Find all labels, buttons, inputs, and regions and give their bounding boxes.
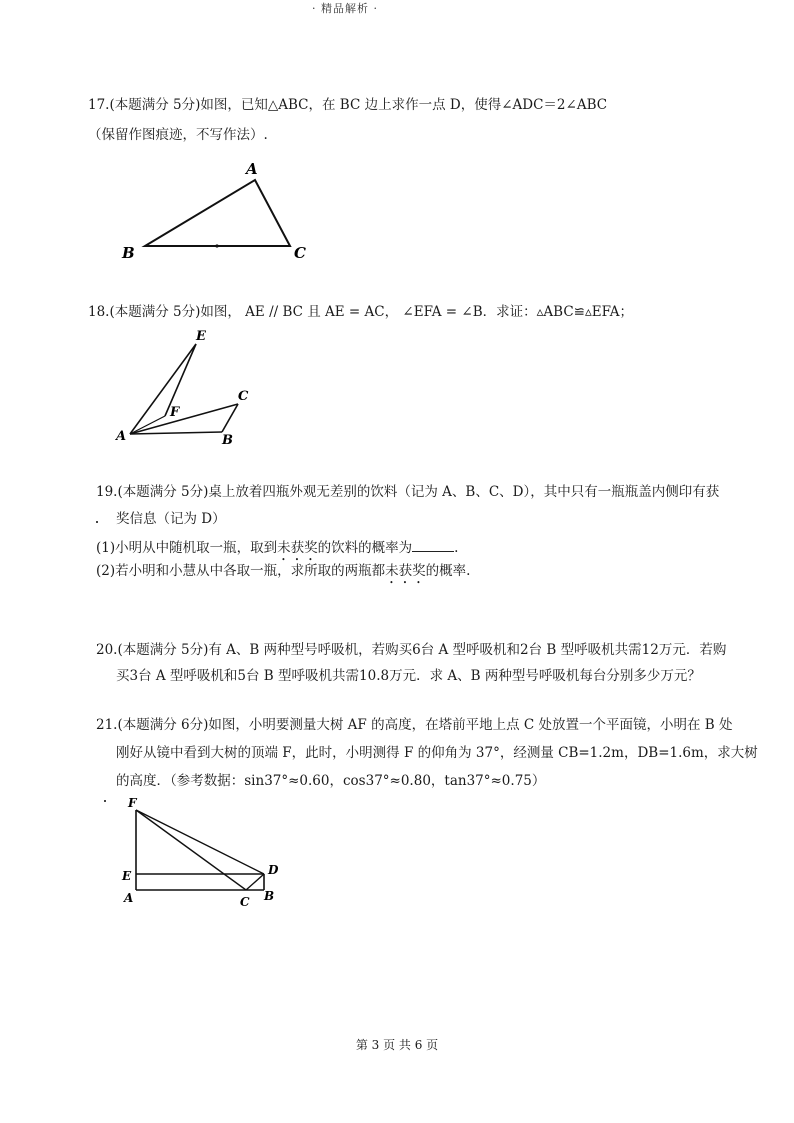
q17-triangle — [145, 180, 290, 246]
q19-sub1-end: . — [454, 540, 459, 556]
q18-label-a: A — [116, 429, 127, 444]
q21-ray-fd — [136, 810, 264, 874]
q21-label-a: A — [124, 891, 134, 905]
q17-label-c: C — [294, 244, 306, 262]
q17-line1: 17.(本题满分 5分)如图，已知△ABC，在 BC 边上求作一点 D，使得∠ADC＝2∠ABC — [88, 97, 608, 113]
q18-segment-ac — [130, 404, 238, 434]
q19-sub2-pre: (2)若小明和小慧从中各取一瓶，求所取的两瓶都 — [96, 563, 386, 579]
q19-sub1 — [96, 537, 458, 564]
q21-figure — [118, 796, 288, 916]
q17-label-b: B — [122, 244, 135, 262]
q18-segment-ae — [130, 344, 196, 434]
q19-sub1-dotted: 未获奖 — [277, 540, 318, 556]
q21-line1: 21.(本题满分 6分)如图，小明要测量大树 AF 的高度，在塔前平地上点 C 处放置一个平面镜，小明在 B 处 — [96, 717, 733, 733]
q19-sub2 — [96, 562, 470, 587]
q18-figure — [110, 324, 270, 454]
scan-speck — [104, 800, 106, 802]
q21-line3: 的高度．（参考数据：sin37°≈0.60，cos37°≈0.80，tan37°≈0.75） — [116, 773, 546, 789]
q19-line1: 19.(本题满分 5分)桌上放着四瓶外观无差别的饮料（记为 A、B、C、D），其中只有一瓶瓶盖内侧印有获 — [96, 484, 720, 500]
q17-midpoint-mark — [215, 244, 218, 247]
q20-line1: 20.(本题满分 5分)有 A、B 两种型号呼吸机，若购买6台 A 型呼吸机和2台 B 型呼吸机共需12万元．若购 — [96, 642, 727, 658]
q21-label-c: C — [240, 895, 250, 909]
q18-label-c: C — [238, 389, 249, 404]
q19-sub2-dotted: 未获奖 — [385, 563, 426, 579]
q21-label-f: F — [128, 796, 137, 810]
q21-label-d: D — [268, 863, 279, 877]
q17-figure — [110, 158, 330, 272]
q19-sub1-pre: (1)小明从中随机取一瓶，取到 — [96, 540, 278, 556]
q18-label-f: F — [170, 405, 180, 420]
q19-answer-blank[interactable] — [412, 537, 454, 552]
q18-label-b: B — [222, 433, 233, 448]
q21-ray-cd — [246, 874, 264, 890]
q18-segment-ab — [130, 432, 222, 434]
scan-speck — [96, 521, 98, 523]
page-number: 第 3 页 共 6 页 — [355, 1038, 439, 1052]
q19-line2: 奖信息（记为 D） — [116, 511, 226, 527]
q18-line1: 18.(本题满分 5分)如图， AE // BC 且 AE = AC， ∠EFA = ∠B．求证：▵ABC≌▵EFA； — [88, 304, 634, 320]
q20-line2: 买3台 A 型呼吸机和5台 B 型呼吸机共需10.8万元．求 A、B 两种型号呼吸机每台分别多少万元？ — [116, 668, 701, 684]
q21-label-e: E — [122, 869, 132, 883]
q21-ray-fc — [136, 810, 246, 890]
q21-label-b: B — [264, 889, 275, 903]
q17-label-a: A — [246, 160, 258, 178]
q21-line2: 刚好从镜中看到大树的顶端 F，此时，小明测得 F 的仰角为 37°，经测量 CB=1.2m，DB=1.6m，求大树 — [116, 745, 758, 761]
q18-label-e: E — [196, 329, 206, 344]
q17-line2: （保留作图痕迹，不写作法）. — [88, 127, 268, 143]
q19-sub2-post: 的概率. — [425, 563, 471, 579]
header-mark: · 精品解析 · — [312, 2, 378, 15]
q19-sub1-post: 的饮料的概率为 — [317, 540, 413, 556]
